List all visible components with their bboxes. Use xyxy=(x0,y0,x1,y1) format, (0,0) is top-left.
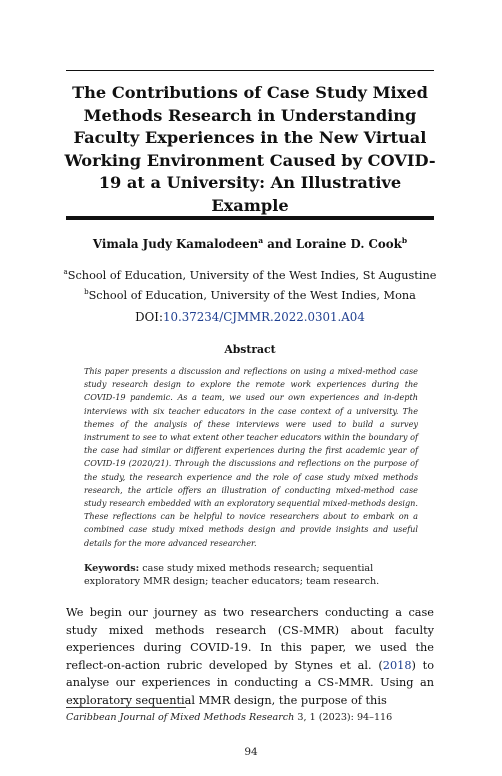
author-name: Loraine D. Cook xyxy=(295,236,402,251)
abstract-heading: Abstract xyxy=(224,343,276,356)
affiliations xyxy=(60,264,440,305)
affiliation-text: School of Education, University of the West Indies, St Augustine xyxy=(67,268,437,282)
body-text: ) to analyse our experiences in conducting a CS-MMR. Using an exploratory sequential MMR design, the purpose of this xyxy=(66,658,435,707)
author-name: Vimala Judy Kamalodeen xyxy=(92,236,259,251)
affiliation-text: School of Education, University of the West Indies, Mona xyxy=(88,289,416,303)
affiliation-mark: b xyxy=(401,236,408,245)
citation-link[interactable]: 2018 xyxy=(382,658,412,672)
keywords-label: Keywords: xyxy=(84,563,140,574)
body-paragraph xyxy=(66,604,434,710)
affiliation-mark: a xyxy=(63,268,68,276)
affiliation-mark: a xyxy=(258,236,264,245)
author-line xyxy=(60,236,440,251)
doi-label: DOI: xyxy=(135,310,163,324)
keywords-text: case study mixed methods research; sequential exploratory MMR design; teacher educators; team research. xyxy=(84,563,380,588)
affiliation-mark: b xyxy=(84,288,89,297)
abstract-text: This paper presents a discussion and reflections on using a mixed-method case study research design to explore the remote work experiences during the COVID-19 pandemic. As a team, we used our own experiences and in-depth interviews with six teacher educators in the case context of a university. The themes of the analysis of these interviews were used to build a survey instrument to see to what extent other teacher educators within the boundary of the case had similar or different experiences during the first academic year of COVID-19 (2020/21). Through the discussions and reflections on the purpose of the study, the research experience and the role of case study mixed methods research, the article offers an illustration of conducting mixed-method case study research embedded with an exploratory sequential mixed-methods design. These reflections can be helpful to novice researchers about to embark on a combined case study mixed methods design and provide insights and useful details for the more advanced researcher. xyxy=(84,366,418,548)
journal-details: 3, 1 (2023): 94–116 xyxy=(294,712,393,723)
footnote-rule xyxy=(66,707,186,708)
journal-name: Caribbean Journal of Mixed Methods Research xyxy=(66,712,295,723)
paper-title: The Contributions of Case Study Mixed Methods Research in Understanding Faculty Experiences in the New Virtual Working Environment Caused by COVID-19 at a University: An Illustrative Example xyxy=(64,83,436,215)
top-rule xyxy=(66,70,434,71)
page-number: 94 xyxy=(244,746,258,758)
body-text: We begin our journey as two researchers conducting a case study mixed methods research (CS-MMR) about faculty experiences during COVID-19. In this paper, we used the reflect-on-action rubric developed by Stynes et al. ( xyxy=(66,606,434,672)
affiliation-line xyxy=(60,284,440,304)
footnote xyxy=(66,712,434,723)
keywords xyxy=(84,562,418,588)
doi-line xyxy=(60,310,440,324)
author-conjunction: and xyxy=(263,236,296,251)
affiliation-line xyxy=(60,264,440,284)
title-thick-rule xyxy=(66,216,434,220)
doi-link[interactable]: 10.37234/CJMMR.2022.0301.A04 xyxy=(162,310,365,324)
